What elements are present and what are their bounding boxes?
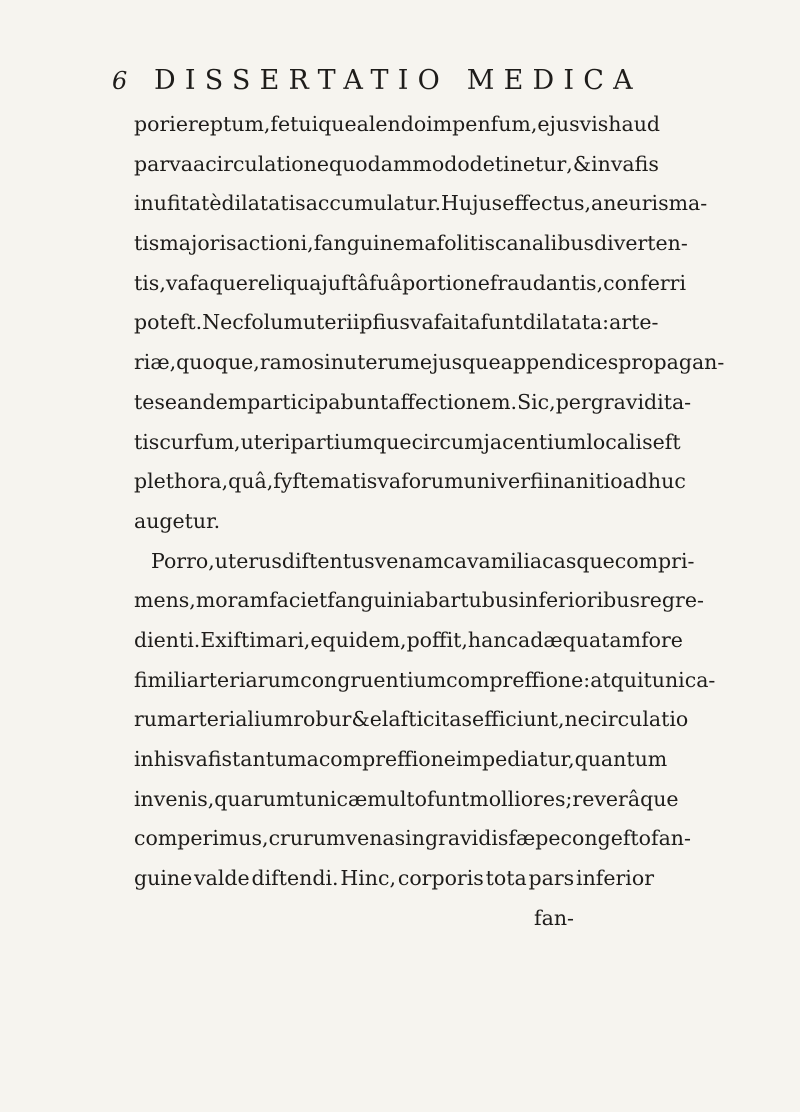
text-line: tis curfum , uteri partiumque circumjacentium localis eft (134, 429, 681, 454)
text-line: tis majoris actioni, fanguinem a folitis canalibus diverten- (134, 231, 688, 256)
text-line: tes eandem participabunt affectionem. Sic, per gravidita- (134, 389, 692, 414)
text-line: fimili arteriarum congruentium compreffione: atqui tunica- (134, 667, 716, 692)
text-line: in venis, quarum tunicæ multo funt molliores; reverâque (134, 786, 679, 811)
text-line: riæ, quoque, ramos in uterum ejusque appendices propagan- (134, 350, 725, 375)
text-line: comperimus, crurum venas in gravidis fæpe congefto fan- (134, 826, 691, 851)
text-line: dienti. Exiftimari, equidem, poffit, hanc adæquatam fore (134, 627, 683, 652)
text-line: augetur. (134, 508, 221, 533)
page-header (112, 64, 642, 98)
page-number: 6 (112, 67, 128, 95)
text-line: parva a circulatione quodammodo detinetur , & in vafis (134, 151, 659, 176)
text-line: pori ereptum, fetuique alendo impenfum, ejus vis haud (134, 112, 661, 136)
text-line: mens, moram faciet fanguini ab artubus inferioribus regre- (134, 588, 704, 613)
text-line: inufitatè dilatatis accumulatur. Hujus effectus, aneurisma- (134, 191, 708, 216)
text-line: poteft. Nec folum uteri ipfius vafa ita funt dilatata: arte- (134, 310, 659, 335)
text-line: in his vafis tantum a compreffione impediatur, quantum (134, 747, 668, 771)
text-line: fan- (534, 905, 574, 930)
text-line: tis, vafaque reliqua juftâ fuâ portione fraudantis, conferri (134, 270, 686, 295)
text-line: Porro, uterus diftentus venam cavam iliacasque compri- (151, 548, 695, 573)
text-line: plethora, quâ, fyftematis vaforum univerfi inanitio adhuc (134, 469, 686, 494)
running-head: DISSERTATIO MEDICA (154, 65, 642, 96)
text-line: guine valde diftendi. Hinc, corporis tota pars inferior (134, 866, 654, 891)
body-text (134, 105, 725, 938)
text-line: rum arterialium robur & elafticitas efficiunt, ne circulatio (134, 707, 689, 732)
